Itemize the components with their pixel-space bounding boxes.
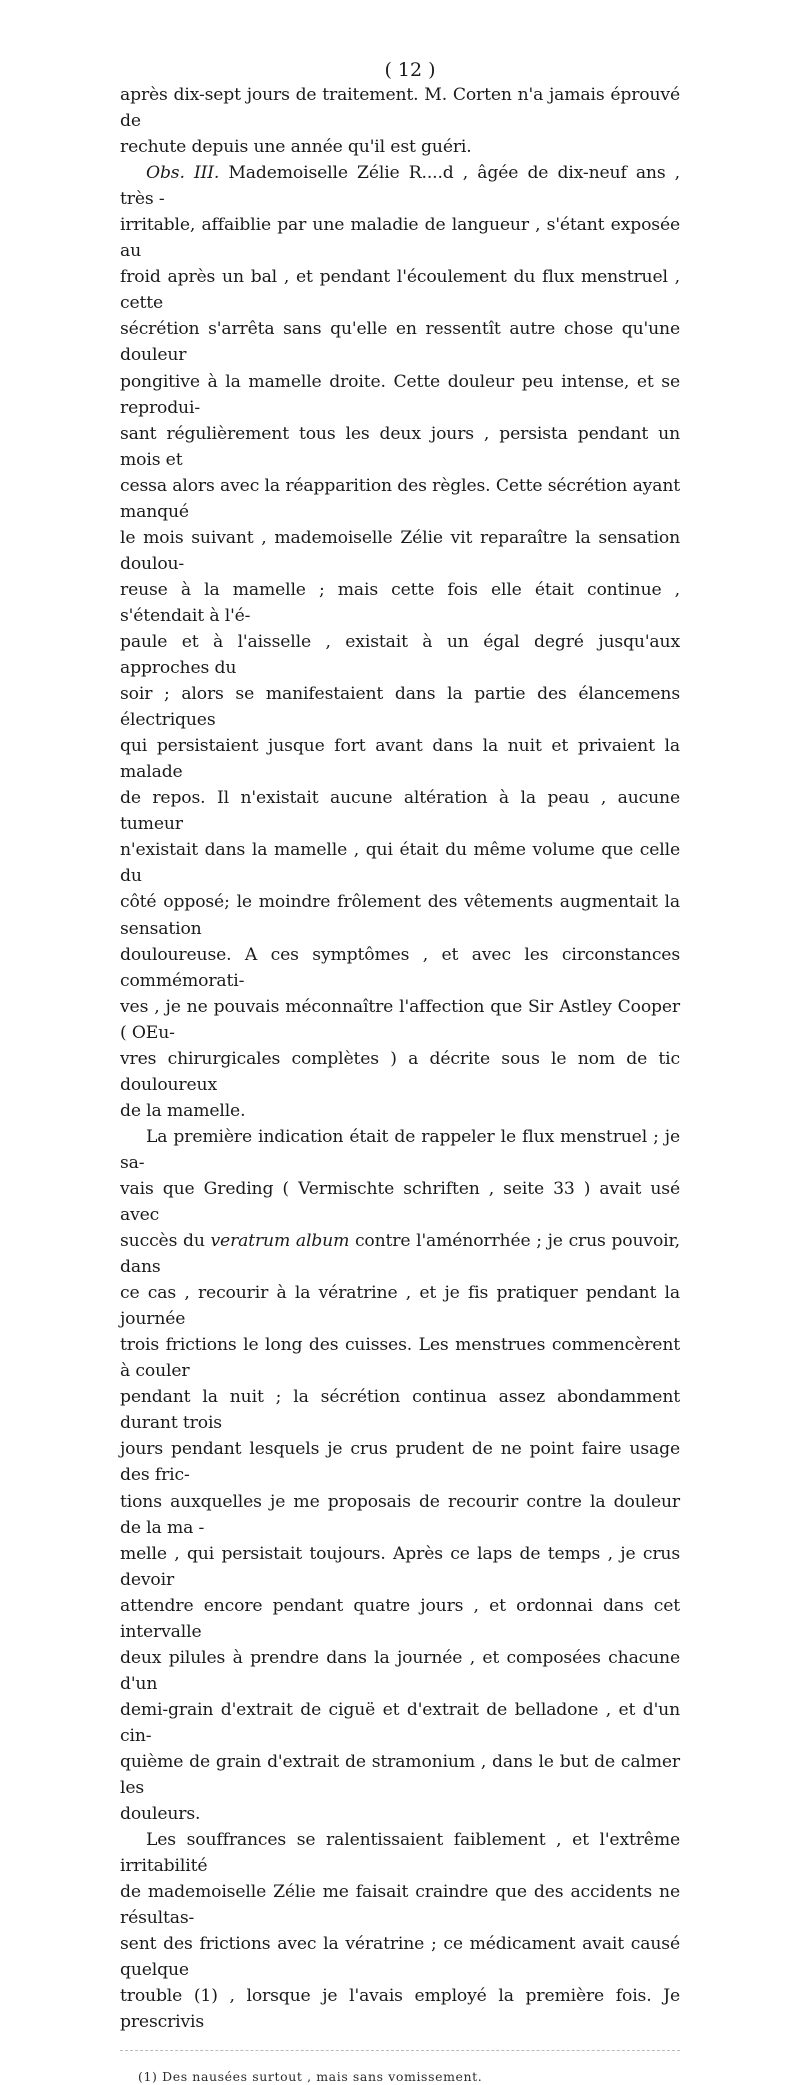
text-line: jours pendant lesquels je crus prudent de ne point faire usage des fric- xyxy=(120,1439,680,1486)
text-line: soir ; alors se manifestaient dans la partie des élancemens électriques xyxy=(120,684,680,731)
paragraph-3 xyxy=(120,1124,680,1827)
text-line: quième de grain d'extrait de stramonium , dans le but de calmer les xyxy=(120,1752,680,1799)
text-line: pongitive à la mamelle droite. Cette douleur peu intense, et se reprodui- xyxy=(120,371,680,418)
text-line: ce cas , recourir à la vératrine , et je fis pratiquer pendant la journée xyxy=(120,1283,680,1330)
text-line: qui persistaient jusque fort avant dans la nuit et privaient la malade xyxy=(120,736,680,783)
text-line: rechute depuis une année qu'il est guéri. xyxy=(120,137,472,158)
text-line: tions auxquelles je me proposais de recourir contre la douleur de la ma - xyxy=(120,1491,680,1538)
text-line: vres chirurgicales complètes ) a décrite sous le nom de tic douloureux xyxy=(120,1048,680,1095)
text-line: douleurs. xyxy=(120,1804,201,1825)
text-line: Mademoiselle Zélie R....d , âgée de dix-neuf ans , très - xyxy=(120,163,680,210)
text-line: le mois suivant , mademoiselle Zélie vit reparaître la sensation doulou- xyxy=(120,527,680,574)
text-line: de mademoiselle Zélie me faisait craindre que des accidents ne résultas- xyxy=(120,1882,680,1929)
text-line: douloureuse. A ces symptômes , et avec les circonstances commémorati- xyxy=(120,944,680,991)
text-line: après dix-sept jours de traitement. M. Corten n'a jamais éprouvé de xyxy=(120,85,680,132)
page-number: ( 12 ) xyxy=(384,59,436,81)
text-line: n'existait dans la mamelle , qui était du même volume que celle du xyxy=(120,840,680,887)
text-line: pendant la nuit ; la sécrétion continua assez abondamment durant trois xyxy=(120,1387,680,1434)
text-line: irritable, affaiblie par une maladie de langueur , s'étant exposée au xyxy=(120,215,680,262)
text-line: melle , qui persistait toujours. Après ce laps de temps , je crus devoir xyxy=(120,1543,680,1590)
text-line: paule et à l'aisselle , existait à un égal degré jusqu'aux approches du xyxy=(120,631,680,679)
text-line: sent des frictions avec la vératrine ; ce médicament avait causé quelque xyxy=(120,1934,680,1981)
text-line: sécrétion s'arrêta sans qu'elle en ressentît autre chose qu'une douleur xyxy=(120,319,680,366)
paragraph-obs-3 xyxy=(120,160,680,1124)
text-line: La première indication était de rappeler le flux menstruel ; je sa- xyxy=(120,1126,680,1173)
paragraph-4 xyxy=(120,1827,680,2035)
text-line: succès du veratrum album contre l'aménorrhée ; je crus pouvoir, dans xyxy=(120,1231,680,1278)
text-line: de repos. Il n'existait aucune altération à la peau , aucune tumeur xyxy=(120,788,680,835)
text-line: trois frictions le long des cuisses. Les menstrues commencèrent à couler xyxy=(120,1335,680,1382)
text-line: vais que Greding ( Vermischte schriften , seite 33 ) avait usé avec xyxy=(120,1178,680,1226)
paragraph-1 xyxy=(120,82,680,160)
footnote: (1) Des nausées surtout , mais sans vomissement. xyxy=(138,2068,483,2084)
observation-label: Obs. III. xyxy=(146,163,220,184)
text-line: sant régulièrement tous les deux jours , persista pendant un mois et xyxy=(120,423,680,470)
document-page xyxy=(120,58,680,2085)
text-line: reuse à la mamelle ; mais cette fois elle était continue , s'étendait à l'é- xyxy=(120,579,680,626)
text-line: froid après un bal , et pendant l'écoulement du flux menstruel , cette xyxy=(120,267,680,314)
text-line: cessa alors avec la réapparition des règles. Cette sécrétion ayant manqué xyxy=(120,475,680,522)
text-line: côté opposé; le moindre frôlement des vêtements augmentait la sensation xyxy=(120,892,680,939)
footnote-divider xyxy=(120,2050,680,2051)
text-line: demi-grain d'extrait de ciguë et d'extrait de belladone , et d'un cin- xyxy=(120,1699,680,1746)
text-line: Les souffrances se ralentissaient faiblement , et l'extrême irritabilité xyxy=(120,1830,680,1877)
text-line: de la mamelle. xyxy=(120,1100,246,1121)
text-line: ves , je ne pouvais méconnaître l'affection que Sir Astley Cooper ( OEu- xyxy=(120,996,680,1043)
text-line: deux pilules à prendre dans la journée , et composées chacune d'un xyxy=(120,1647,680,1694)
body-text xyxy=(120,82,680,2036)
italic-term: veratrum album xyxy=(210,1231,350,1252)
text-line: trouble (1) , lorsque je l'avais employé la première fois. Je prescrivis xyxy=(120,1986,680,2033)
text-line: attendre encore pendant quatre jours , et ordonnai dans cet intervalle xyxy=(120,1595,680,1642)
